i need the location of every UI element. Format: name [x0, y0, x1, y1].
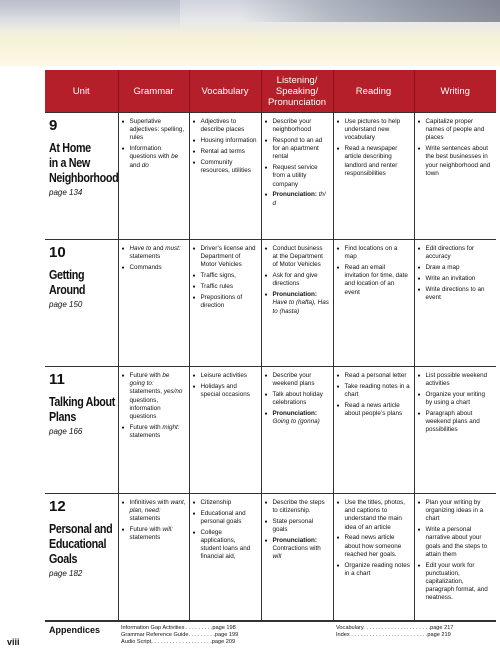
listening-list: [265, 118, 330, 208]
list-item-text: Infinitives with: [129, 499, 171, 506]
list-item-text: Prepositions of direction: [200, 293, 243, 309]
unit-page-reference: page 166: [49, 427, 83, 436]
appendix-entry: Index . . . . . . . . . . . . . . . . . . . . . . . . .page 219: [336, 631, 451, 638]
writing-cell: [414, 367, 496, 494]
unit-cell: [45, 367, 118, 494]
decorative-shade: [0, 0, 180, 30]
list-item: [265, 291, 330, 316]
list-item-text: statements: [129, 253, 161, 261]
list-item-text: Commands: [129, 264, 162, 271]
vocabulary-cell: [189, 367, 261, 494]
column-header-label: Reading: [355, 85, 392, 97]
list-item: [265, 272, 330, 288]
list-item: [265, 391, 330, 407]
column-header-label: Vocabulary: [201, 85, 249, 97]
list-item-text: Have to (hafta), Has to (hasta): [272, 299, 329, 315]
list-item-text: Superlative adjectives: spelling, rules: [129, 118, 185, 142]
column-header-vocabulary: [189, 70, 261, 113]
list-item-text: will: [272, 553, 282, 561]
list-item-text: Find locations on a map: [344, 245, 398, 261]
unit-cell: [45, 494, 118, 622]
list-item-text: and: [151, 245, 166, 252]
list-item: [265, 164, 330, 189]
list-item: [193, 118, 258, 134]
grammar-cell: [118, 494, 189, 622]
list-item-text: be going to:: [129, 372, 170, 388]
unit-number: 12: [49, 498, 66, 515]
appendix-entry: Vocabulary. . . . . . . . . . . . . . . . . . . . . .page 217: [336, 625, 454, 631]
list-item-text: Traffic rules: [200, 283, 234, 290]
list-item: [418, 245, 494, 261]
unit-page-reference: page 134: [49, 188, 83, 197]
list-item-text: Community resources, utilities: [200, 158, 251, 174]
unit-number: 9: [49, 117, 58, 134]
reading-cell: [333, 240, 414, 367]
unit-row: [45, 240, 496, 367]
column-header-label: Listening/ Speaking/ Pronunciation: [267, 74, 327, 108]
page-number: viii: [7, 637, 20, 647]
writing-list: [418, 499, 494, 603]
grammar-cell: [118, 113, 189, 240]
vocabulary-cell: [189, 240, 261, 367]
list-item: [122, 499, 186, 524]
list-item-text: Contractions with: [272, 545, 321, 553]
column-header-listening: [261, 70, 333, 113]
list-item: [122, 245, 186, 261]
unit-title-line: At Home: [49, 141, 91, 155]
list-item-text: Leisure activities: [200, 372, 248, 379]
list-item-text: want, plan, need:: [129, 499, 186, 515]
listening-list: [265, 499, 330, 562]
list-item: [122, 145, 186, 170]
list-item-text: Pronunciation:: [272, 291, 317, 299]
vocabulary-list: [193, 499, 258, 562]
vocabulary-cell: [189, 494, 261, 622]
appendices-right-list: [333, 621, 496, 652]
list-item: [265, 372, 330, 388]
list-item-text: Future with: [129, 423, 163, 431]
list-item: [337, 383, 411, 399]
list-item-text: Adjectives to describe places: [200, 118, 245, 134]
unit-page-reference: page 150: [49, 300, 83, 309]
vocabulary-list: [193, 245, 258, 310]
list-item: [418, 391, 494, 407]
unit-title: [49, 395, 115, 425]
list-item: [418, 372, 494, 388]
list-item: [193, 245, 258, 270]
list-item: [265, 137, 330, 162]
grammar-list: [122, 118, 186, 170]
list-item-text: Ask for and give directions: [272, 272, 318, 288]
unit-title-line: Around: [49, 283, 86, 297]
list-item: [337, 245, 411, 261]
grammar-list: [122, 499, 186, 543]
column-header-reading: [333, 70, 414, 113]
list-item: [193, 283, 258, 291]
listening-cell: [261, 367, 333, 494]
list-item: [265, 191, 330, 207]
reading-cell: [333, 494, 414, 622]
list-item: [193, 499, 258, 507]
vocabulary-list: [193, 372, 258, 399]
header-band: [0, 0, 500, 66]
list-item: [418, 264, 494, 272]
list-item: [193, 294, 258, 310]
unit-title-line: Talking About: [49, 395, 115, 409]
list-item: [418, 118, 494, 143]
column-header-label: Grammar: [133, 85, 174, 97]
unit-title-line: Personal and: [49, 522, 113, 536]
appendix-entry: Audio Script. . . . . . . . . . . . . . . . . . . .page 209: [121, 638, 236, 645]
list-item-text: Housing information: [200, 137, 257, 144]
unit-row: [45, 367, 496, 494]
list-item: [418, 526, 494, 559]
list-item-text: th/ d: [272, 191, 326, 207]
list-item-text: Future with: [129, 372, 163, 379]
list-item-text: Future with: [129, 526, 163, 534]
list-item-text: Pronunciation:: [272, 410, 317, 417]
list-item: [337, 402, 411, 418]
list-item: [337, 499, 411, 532]
list-item-text: Write sentences about the best businesses in your neighborhood and town: [425, 145, 491, 177]
unit-title-line: Goals: [49, 552, 78, 566]
list-item-text: Take reading notes in a chart: [344, 382, 410, 398]
list-item: [122, 118, 186, 143]
list-item-text: Read an email invitation for time, date and location of an event: [344, 264, 408, 296]
writing-cell: [414, 494, 496, 622]
list-item-text: statements: [129, 432, 161, 440]
list-item-text: Paragraph about weekend plans and possibilities: [425, 410, 480, 434]
unit-page-reference: page 182: [49, 569, 83, 578]
list-item-text: yes/no: [163, 388, 183, 396]
list-item-text: Edit directions for accuracy: [425, 245, 475, 261]
vocabulary-list: [193, 118, 258, 175]
listening-cell: [261, 494, 333, 622]
list-item-text: statements,: [129, 388, 164, 396]
listening-list: [265, 372, 330, 426]
list-item: [418, 410, 494, 435]
list-item: [418, 562, 494, 603]
list-item: [193, 272, 258, 280]
list-item: [265, 118, 330, 134]
list-item-text: statements: [129, 534, 161, 542]
list-item-text: College applications, student loans and financial aid,: [200, 528, 251, 561]
list-item-text: Request service from a utility company: [272, 164, 318, 188]
unit-number: 11: [49, 371, 65, 388]
unit-title-line: Plans: [49, 410, 76, 424]
unit-cell: [45, 113, 118, 240]
reading-list: [337, 245, 411, 297]
column-header-writing: [414, 70, 496, 113]
list-item-text: and: [129, 161, 142, 169]
list-item-text: Conduct business at the Department of Motor Vehicles: [272, 245, 323, 269]
list-item: [193, 148, 258, 156]
list-item: [193, 137, 258, 145]
list-item-text: Driver’s license and Department of Motor Vehicles: [200, 245, 256, 269]
list-item: [122, 424, 186, 440]
reading-list: [337, 372, 411, 418]
list-item-text: Educational and personal goals: [200, 509, 246, 525]
list-item-text: Citizenship: [200, 499, 232, 506]
list-item: [265, 410, 330, 426]
list-item-text: Rental ad terms: [200, 147, 245, 155]
list-item-text: Pronunciation:: [272, 537, 317, 544]
writing-cell: [414, 240, 496, 367]
appendices-label: Appendices: [45, 621, 118, 652]
writing-list: [418, 118, 494, 178]
list-item-text: Organize your writing by using a chart: [425, 391, 485, 407]
list-item-text: must:: [165, 245, 181, 252]
appendices-left-list: [118, 621, 333, 652]
column-header-label: Writing: [440, 85, 470, 97]
list-item: [122, 526, 186, 542]
list-item: [193, 372, 258, 380]
appendix-entry: Grammar Reference Guide. . . . . . . . .page 199: [121, 631, 239, 638]
reading-list: [337, 118, 411, 178]
list-item-text: Describe your weekend plans: [272, 372, 315, 388]
list-item: [265, 537, 330, 562]
list-item-text: Write directions to an event: [425, 285, 485, 301]
list-item: [337, 372, 411, 380]
list-item-text: Use pictures to help understand new vocabulary: [344, 118, 401, 142]
unit-title-line: Getting: [49, 268, 85, 282]
table-header-row: [45, 70, 496, 113]
listening-cell: [261, 113, 333, 240]
list-item: [193, 510, 258, 526]
list-item-text: Organize reading notes in a chart: [344, 561, 410, 577]
list-item-text: do: [141, 161, 149, 169]
list-item-text: Have to: [129, 245, 152, 252]
list-item-text: Read news article about how someone reached her goals.: [344, 534, 402, 558]
list-item-text: Use the titles, photos, and captions to understand the main idea of an article: [344, 499, 406, 531]
list-item: [265, 499, 330, 515]
decorative-wave: [240, 0, 500, 22]
grammar-list: [122, 372, 186, 440]
list-item-text: statements: [129, 515, 161, 523]
list-item-text: Holidays and special occasions: [200, 382, 250, 398]
list-item: [418, 286, 494, 302]
list-item-text: Going to (gonna): [272, 418, 320, 426]
list-item-text: Write an invitation: [425, 274, 476, 282]
writing-list: [418, 372, 494, 435]
list-item: [193, 383, 258, 399]
list-item: [418, 499, 494, 524]
list-item: [418, 275, 494, 283]
reading-list: [337, 499, 411, 578]
vocabulary-cell: [189, 113, 261, 240]
list-item-text: might:: [162, 423, 180, 431]
column-header-label: Unit: [72, 85, 90, 97]
unit-row: [45, 494, 496, 622]
list-item-text: Read a news article about people’s plans: [344, 401, 403, 417]
list-item: [418, 145, 494, 178]
column-header-grammar: [118, 70, 189, 113]
appendices-row: [45, 621, 496, 652]
unit-title-line: Educational: [49, 537, 107, 551]
list-item: [265, 245, 330, 270]
list-item-text: Talk about holiday celebrations: [272, 391, 323, 407]
list-item: [122, 264, 186, 272]
list-item-text: questions, information questions: [129, 396, 161, 421]
unit-title: [49, 141, 119, 186]
unit-title-line: Neighborhood: [49, 171, 119, 185]
reading-cell: [333, 113, 414, 240]
list-item-text: Describe your neighborhood: [272, 118, 312, 134]
list-item: [122, 372, 186, 421]
list-item: [193, 529, 258, 562]
listening-cell: [261, 240, 333, 367]
list-item: [337, 562, 411, 578]
unit-row: [45, 113, 496, 240]
list-item-text: Read a personal letter: [344, 372, 407, 379]
list-item-text: Traffic signs,: [200, 272, 236, 280]
list-item-text: will:: [162, 526, 173, 534]
list-item-text: Respond to an ad for an apartment rental: [272, 137, 323, 161]
list-item-text: Write a personal narrative about your goals and the steps to attain them: [425, 526, 488, 558]
appendix-entry: Information Gap Activities . . . . . . . . .page 198: [121, 625, 236, 631]
list-item: [193, 159, 258, 175]
list-item-text: List possible weekend activities: [425, 372, 488, 388]
list-item: [337, 534, 411, 559]
scope-and-sequence-table: [45, 70, 496, 652]
list-item-text: Information questions with: [129, 145, 172, 161]
column-header-unit: [45, 70, 118, 113]
list-item: [337, 264, 411, 297]
list-item: [265, 518, 330, 534]
unit-cell: [45, 240, 118, 367]
reading-cell: [333, 367, 414, 494]
list-item-text: Pronunciation:: [272, 191, 317, 199]
list-item-text: Draw a map: [425, 264, 460, 271]
writing-list: [418, 245, 494, 302]
list-item-text: be: [171, 153, 179, 161]
list-item-text: Plan your writing by organizing ideas in a chart: [425, 499, 484, 523]
list-item-text: State personal goals: [272, 518, 314, 534]
unit-title-line: in a New: [49, 156, 90, 170]
list-item-text: Edit your work for punctuation, capitalization, paragraph format, and neatness.: [425, 561, 488, 602]
unit-title: [49, 522, 115, 567]
listening-list: [265, 245, 330, 316]
list-item: [337, 145, 411, 178]
unit-number: 10: [49, 244, 66, 261]
list-item-text: Capitalize proper names of people and places: [425, 118, 485, 142]
grammar-cell: [118, 240, 189, 367]
list-item-text: Describe the steps to citizenship.: [272, 499, 325, 515]
unit-title: [49, 268, 115, 298]
list-item: [337, 118, 411, 143]
writing-cell: [414, 113, 496, 240]
grammar-cell: [118, 367, 189, 494]
grammar-list: [122, 245, 186, 272]
list-item-text: Read a newspaper article describing landlord and renter responsibilities: [344, 145, 398, 177]
